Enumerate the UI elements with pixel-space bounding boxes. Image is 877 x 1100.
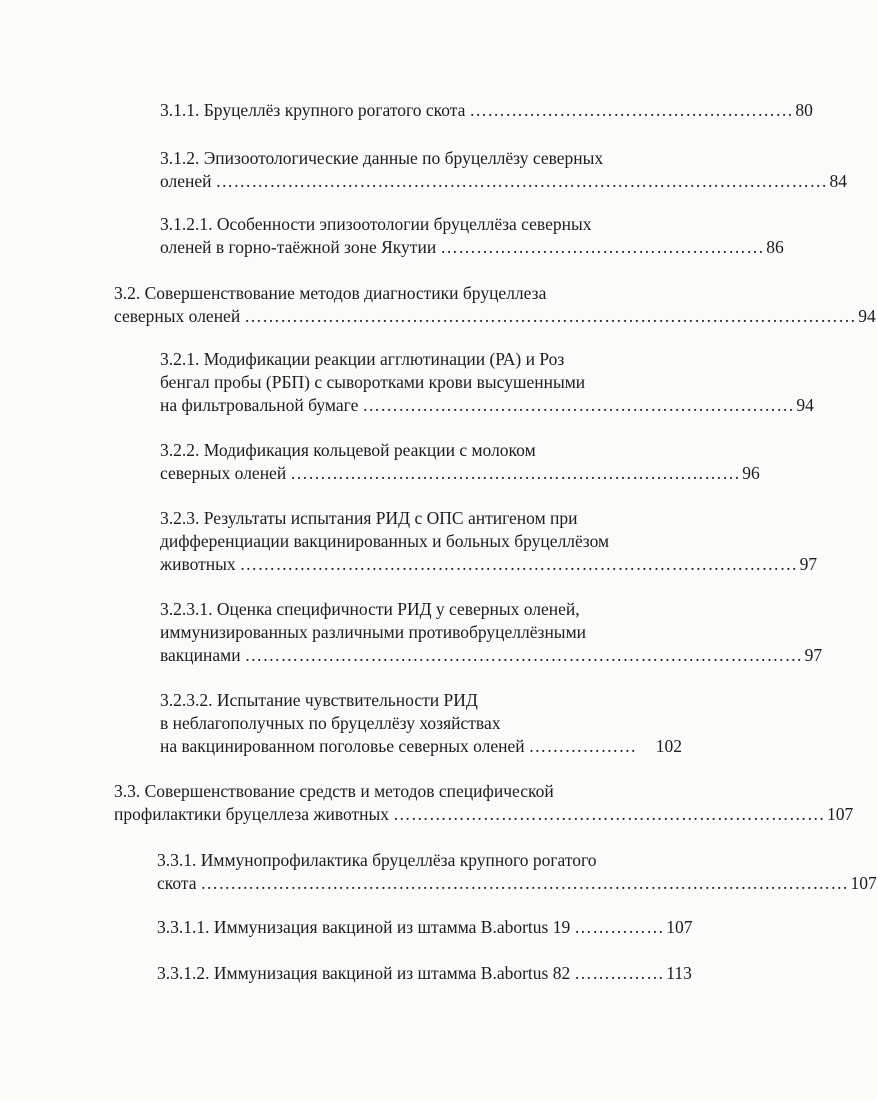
toc-entry-text: 3.2.2. Модификация кольцевой реакции с молоком (160, 440, 536, 460)
toc-entry-3-2-3 (160, 507, 818, 576)
toc-leader: ……………………………………………… (440, 237, 765, 257)
toc-page-number: 102 (655, 736, 682, 756)
toc-leader: ……………………………………………………………… (362, 395, 795, 415)
toc-entry-text: 3.3.1. Иммунопрофилактика бруцеллёза крупного рогатого (157, 850, 597, 870)
toc-entry-text: 3.1.2. Эпизоотологические данные по бруцеллёзу северных (160, 148, 604, 168)
toc-entry-text: 3.2.3. Результаты испытания РИД с ОПС антигеном при (160, 508, 578, 528)
toc-page-number: 107 (666, 917, 693, 937)
toc-entry-text: животных (160, 554, 236, 574)
toc-entry-3-1-2 (160, 147, 848, 193)
toc-leader: ………………………………………………………………… (290, 463, 741, 483)
toc-entry-text: 3.3.1.2. Иммунизация вакциной из штамма B.abortus 82 (157, 963, 571, 983)
toc-entry-text: 3.3.1.1. Иммунизация вакциной из штамма B.abortus 19 (157, 917, 571, 937)
toc-page-number: 80 (795, 100, 813, 120)
toc-entry-text: северных оленей (114, 306, 241, 326)
toc-leader: …………… (574, 963, 665, 983)
toc-leader: ……………………………………………… (469, 100, 794, 120)
toc-page-number: 94 (858, 306, 876, 326)
toc-page-number: 94 (796, 395, 814, 415)
toc-leader: ………………………………………………………………………………… (239, 554, 798, 574)
toc-page-number: 84 (829, 171, 848, 191)
toc-entry-text: 3.1.2.1. Особенности эпизоотологии бруцеллёза северных (160, 214, 592, 234)
toc-entry-text: в неблагополучных по бруцеллёзу хозяйствах (160, 713, 501, 733)
toc-entry-text: на фильтровальной бумаге (160, 395, 359, 415)
toc-entry-3-2 (114, 282, 876, 328)
toc-entry-3-2-1 (160, 348, 814, 417)
toc-page-number: 107 (850, 873, 877, 893)
toc-entry-3-1-1 (160, 99, 813, 122)
toc-entry-text: бенгал пробы (РБП) с сыворотками крови высушенными (160, 372, 586, 392)
toc-entry-text: северных оленей (160, 463, 287, 483)
toc-entry-3-2-2 (160, 439, 760, 485)
toc-entry-text: 3.1.1. Бруцеллёз крупного рогатого скота (160, 100, 466, 120)
toc-entry-text: 3.3. Совершенствование средств и методов специфической (114, 781, 554, 801)
toc-entry-text: 3.2. Совершенствование методов диагностики бруцеллеза (114, 283, 547, 303)
toc-entry-text: на вакцинированном поголовье северных оленей (160, 736, 525, 756)
toc-entry-text: 3.2.3.2. Испытание чувствительности РИД (160, 690, 478, 710)
toc-leader: ……………… (528, 736, 637, 756)
toc-entry-3-3 (114, 780, 854, 826)
toc-entry-text: профилактики бруцеллеза животных (114, 804, 390, 824)
toc-page-number: 96 (742, 463, 760, 483)
toc-entry-3-2-3-1 (160, 598, 823, 667)
toc-leader: ……………………………………………………………………………………………… (200, 873, 849, 893)
toc-leader: ………………………………………………………………………………… (244, 645, 803, 665)
toc-leader: ……………………………………………………………… (393, 804, 826, 824)
toc-entry-text: 3.2.3.1. Оценка специфичности РИД у северных оленей, (160, 599, 580, 619)
toc-entry-3-3-1-2 (157, 962, 692, 985)
toc-entry-text: иммунизированных различными противобруцеллёзными (160, 622, 587, 642)
toc-entry-text: дифференциации вакцинированных и больных бруцеллёзом (160, 531, 610, 551)
toc-page-number: 113 (666, 963, 692, 983)
toc-entry-3-3-1-1 (157, 916, 693, 939)
toc-leader: ………………………………………………………………………………………… (215, 171, 828, 191)
toc-entry-text: оленей (160, 171, 212, 191)
toc-page-number: 86 (766, 237, 784, 257)
toc-page-number: 97 (804, 645, 823, 665)
toc-leader: …………… (574, 917, 665, 937)
toc-page-number: 97 (799, 554, 818, 574)
toc-page-number: 107 (827, 804, 854, 824)
toc-entry-text: вакцинами (160, 645, 241, 665)
toc-entry-3-2-3-2 (160, 689, 682, 758)
toc-entry-text: 3.2.1. Модификации реакции агглютинации (РА) и Роз (160, 349, 565, 369)
toc-entry-3-1-2-1 (160, 213, 784, 259)
toc-entry-text: оленей в горно-таёжной зоне Якутии (160, 237, 437, 257)
toc-entry-text: скота (157, 873, 197, 893)
toc-entry-3-3-1 (157, 849, 877, 895)
toc-leader: ………………………………………………………………………………………… (244, 306, 857, 326)
